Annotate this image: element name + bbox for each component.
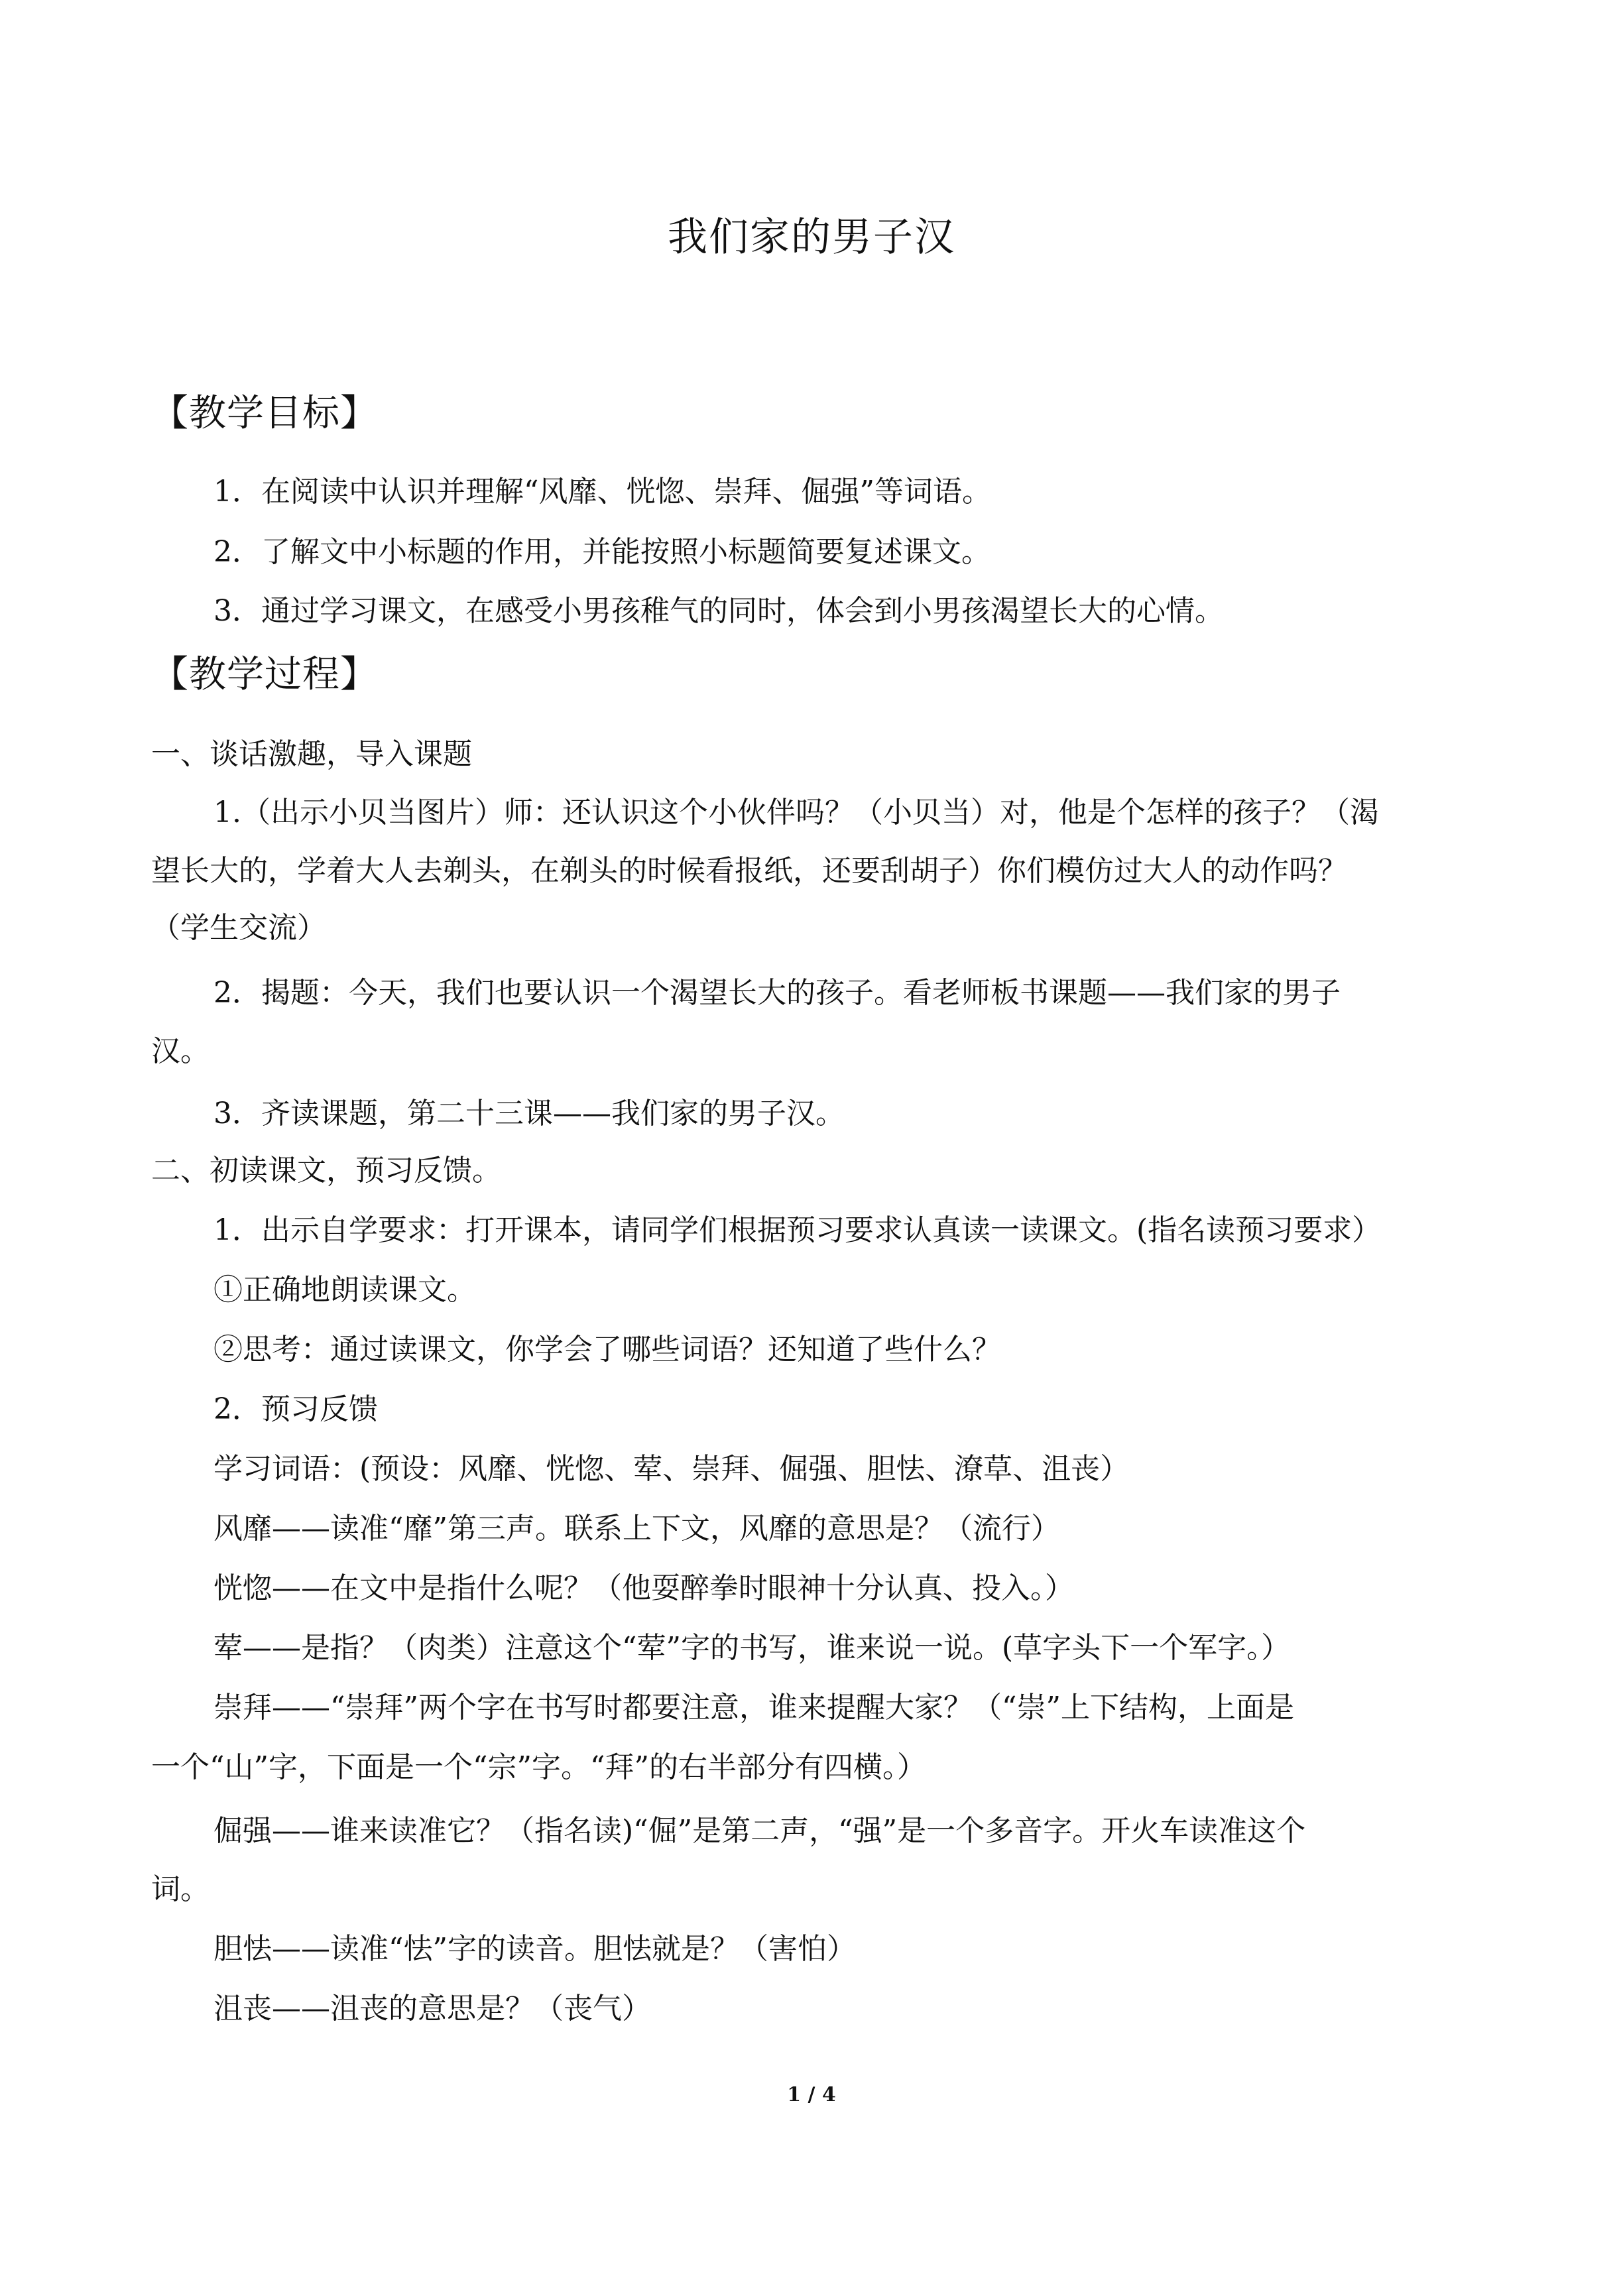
document-title: 我们家的男子汉 (668, 214, 955, 261)
objective-item: 3．通过学习课文，在感受小男孩稚气的同时，体会到小男孩渴望长大的心情。 (213, 594, 1224, 628)
objective-item: 1．在阅读中认识并理解“风靡、恍惚、崇拜、倔强”等词语。 (213, 475, 991, 509)
paragraph-line: 望长大的，学着大人去剃头，在剃头的时候看报纸，还要刮胡子）你们模仿过大人的动作吗？ (151, 854, 1347, 888)
paragraph-line: 胆怯——读准“怯”字的读音。胆怯就是？（害怕） (213, 1932, 856, 1966)
paragraph-line: 一个“山”字，下面是一个“宗”字。“拜”的右半部分有四横。） (151, 1750, 926, 1784)
process-heading: 【教学过程】 (151, 653, 378, 696)
paragraph-line: （学生交流） (151, 911, 326, 945)
part1-heading: 一、谈话激趣，导入课题 (151, 737, 472, 771)
part2-heading: 二、初读课文，预习反馈。 (151, 1154, 501, 1187)
objectives-heading: 【教学目标】 (151, 392, 378, 435)
paragraph-line: 荤——是指？（肉类）注意这个“荤”字的书写，谁来说一说。(草字头下一个军字。） (213, 1631, 1291, 1665)
paragraph-line: 风靡——读准“靡”第三声。联系上下文，风靡的意思是？（流行） (213, 1512, 1060, 1545)
list-item: ①正确地朗读课文。 (213, 1273, 476, 1307)
paragraph-line: 恍惚——在文中是指什么呢？（他耍醉拳时眼神十分认真、投入。） (213, 1571, 1074, 1605)
objective-item: 2．了解文中小标题的作用，并能按照小标题简要复述课文。 (213, 535, 991, 569)
paragraph-line: 词。 (151, 1872, 210, 1906)
page-number: 1 / 4 (787, 2083, 836, 2106)
paragraph-line: 汉。 (151, 1034, 210, 1068)
paragraph-line: 1.（出示小贝当图片）师：还认识这个小伙伴吗？（小贝当）对，他是个怎样的孩子？（渴 (213, 796, 1379, 829)
list-item: ②思考：通过读课文，你学会了哪些词语？还知道了些什么？ (213, 1333, 1001, 1366)
paragraph-line: 崇拜——“崇拜”两个字在书写时都要注意，谁来提醒大家？（“崇”上下结构，上面是 (213, 1691, 1294, 1724)
paragraph-line: 2．预习反馈 (213, 1392, 378, 1426)
paragraph-line: 沮丧——沮丧的意思是？（丧气） (213, 1992, 651, 2025)
paragraph-line: 学习词语：(预设：风靡、恍惚、荤、崇拜、倔强、胆怯、潦草、沮丧） (213, 1452, 1130, 1486)
paragraph-line: 3．齐读课题，第二十三课——我们家的男子汉。 (213, 1097, 845, 1130)
paragraph-line: 1．出示自学要求：打开课本，请同学们根据预习要求认真读一读课文。(指名读预习要求） (213, 1213, 1382, 1247)
paragraph-line: 2．揭题：今天，我们也要认识一个渴望长大的孩子。看老师板书课题——我们家的男子 (213, 976, 1341, 1010)
paragraph-line: 倔强——谁来读准它？（指名读)“倔”是第二声，“强”是一个多音字。开火车读准这个 (213, 1814, 1306, 1848)
